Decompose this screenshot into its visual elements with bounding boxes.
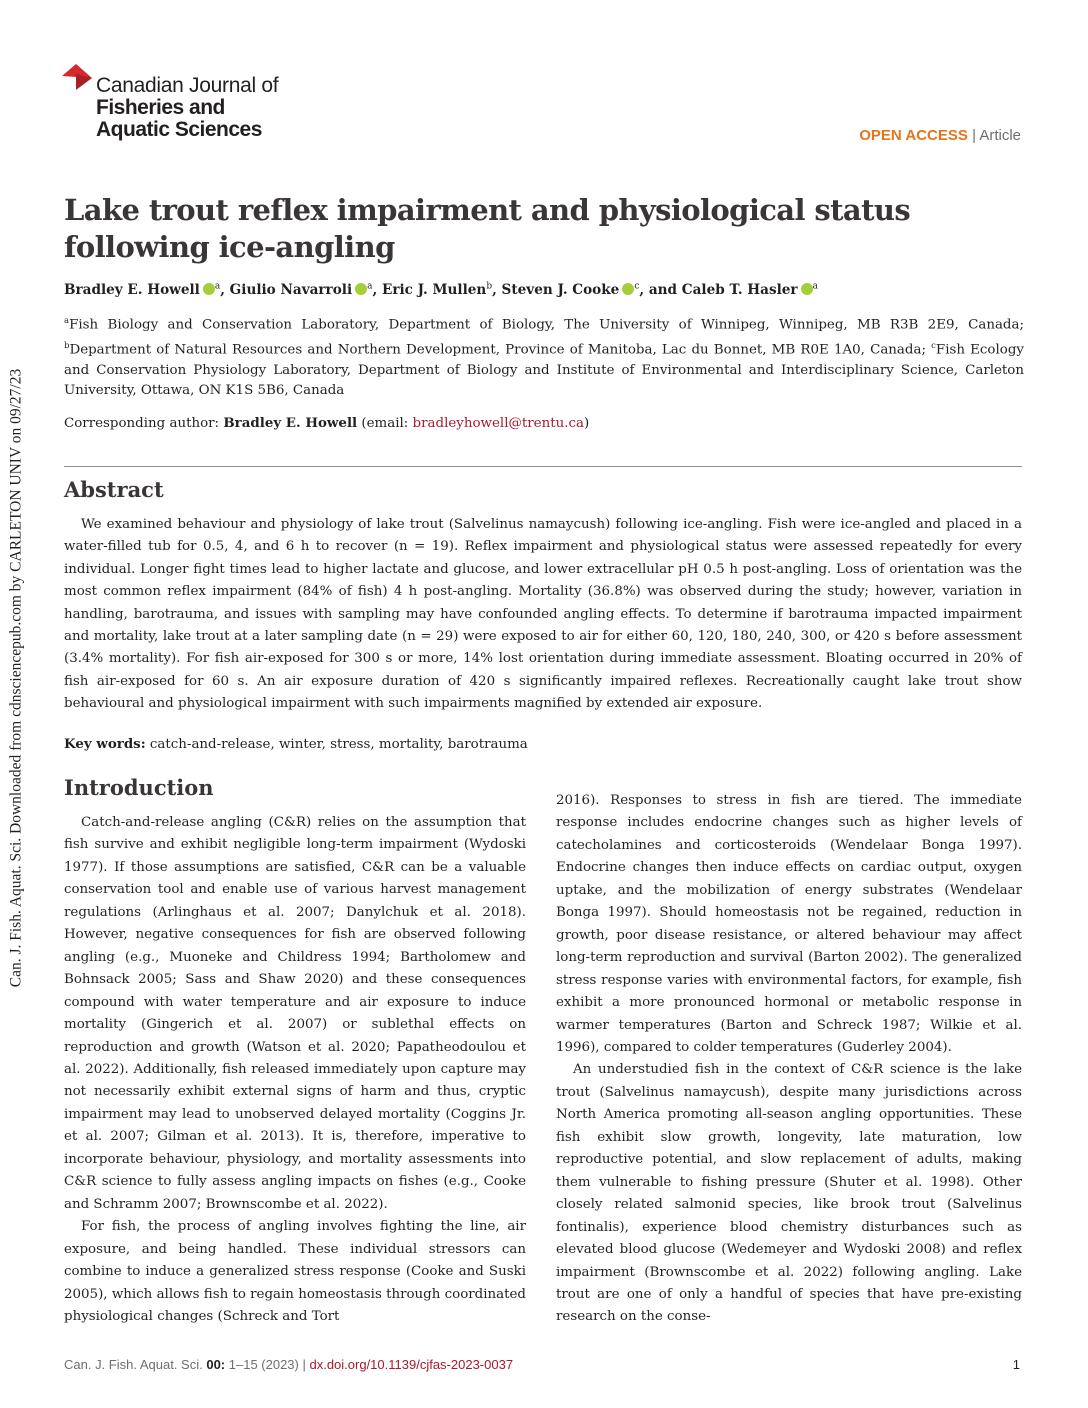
keywords-label: Key words: [64, 736, 146, 752]
affil-mark: c [931, 340, 936, 351]
body-paragraph: Catch-and-release angling (C&R) relies on the assumption that fish survive and exhibit negligible long-term impairment (Wydoski 1977). If those assumptions are satisfied, C&R can be a valuable conservation tool and enable use of various harvest management regulations (Arlinghaus et al. 2007; Danylchuk et al. 2018). However, negative consequences for fish are observed following angling (e.g., Muoneke and Childress 1994; Bartholomew and Bohnsack 2005; Sass and Shaw 2020) and these consequences compound with water temperature and air exposure to induce mortality (Gingerich et al. 2007) or sublethal effects on reproduction and growth (Watson et al. 2020; Papatheodoulou et al. 2022). Additionally, fish released immediately upon capture may not necessarily exhibit external signs of harm and thus, cryptic impairment may lead to unobserved delayed mortality (Coggins Jr. et al. 2007; Gilman et al. 2013). It is, therefore, imperative to incorporate behaviour, physiology, and mortality assessments into C&R science to fully assess angling impacts on fishes (e.g., Cooke and Schramm 2007; Brownscombe et al. 2022). [64, 815, 526, 1212]
author-name: Eric J. Mullen [381, 281, 487, 298]
affiliations [64, 311, 1024, 402]
affil-mark: b [64, 340, 70, 351]
corresponding-name: Bradley E. Howell [223, 415, 358, 431]
journal-logo-icon [62, 62, 96, 102]
author-affil-mark: b [486, 281, 493, 291]
footer-citation [64, 1357, 299, 1372]
introduction-heading: Introduction [64, 775, 214, 800]
author-affil-mark: a [812, 281, 818, 291]
author-separator: , [372, 281, 378, 298]
author-affil-mark: a [214, 281, 221, 291]
journal-logo-line2: Fisheries and [96, 96, 225, 119]
abstract-text: We examined behaviour and physiology of lake trout (Salvelinus namaycush) following ice-angling. Fish were ice-angled and placed in a water-filled tub for 0.5, 4, and 6 h to recover (n = 19). Reflex impairment and physiological status were assessed repeatedly for every individual. Longer fight times lead to higher lactate and glucose, and lower extracellular pH 0.5 h post-angling. Loss of orientation was the most common reflex impairment (84% of fish) 4 h post-angling. Mortality (36.8%) was observed during the study; however, variation in handling, barotrauma, and issues with sampling may have confounded angling effects. To determine if barotrauma impacted impairment and mortality, lake trout at a later sampling date (n = 29) were exposed to air for either 60, 120, 180, 240, 300, or 420 s before assessment (3.4% mortality). For fish air-exposed for 300 s or more, 14% lost orientation during immediate assessment. Bloating occurred in 20% of fish air-exposed for 60 s. An air exposure duration of 420 s significantly impaired reflexes. Recreationally caught lake trout show behavioural and physiological impairment with such impairments magnified by extended air exposure. [64, 517, 1022, 712]
author-list [64, 281, 1024, 298]
author-item[interactable] [382, 282, 497, 298]
corresponding-label: Corresponding author: [64, 416, 224, 431]
journal-logo-line1: Canadian Journal of [96, 74, 279, 97]
author-item[interactable] [64, 282, 225, 298]
article-title: Lake trout reflex impairment and physiological status following ice-angling [64, 193, 911, 264]
page-number: 1 [1012, 1357, 1020, 1372]
keywords [64, 736, 1022, 752]
author-item[interactable] [682, 282, 818, 298]
footer-journal: Can. J. Fish. Aquat. Sci. [64, 1357, 203, 1372]
affiliation-text: Fish Ecology and Conservation Physiology Laboratory, Department of Biology and Institute of Environmental and Interdisciplinary Science, Carleton University, Ottawa, ON K1S 5B6, Canada [64, 342, 1024, 399]
orcid-icon[interactable] [355, 283, 367, 295]
body-paragraph: 2016). Responses to stress in fish are tiered. The immediate response includes endocrine changes such as higher levels of catecholamines and corticosteroids (Wendelaar Bonga 1997). Endocrine changes then induce effects on cardiac output, oxygen uptake, and the mobilization of energy substrates (Wendelaar Bonga 1997). Should homeostasis not be regained, reduction in growth, poor disease resistance, or altered behaviour may affect long-term reproduction and survival (Barton 2002). The generalized stress response varies with environmental factors, for example, fish exhibit a more pronounced hormonal or metabolic response in warmer temperatures (Barton and Schreck 1987; Wilkie et al. 1996), compared to colder temperatures (Guderley 2004). [556, 793, 1022, 1055]
author-separator: , [220, 281, 225, 298]
header-divider [64, 466, 1022, 467]
affiliation-text: Fish Biology and Conservation Laboratory, Department of Biology, The University of Winnipeg, Winnipeg, MB R3B 2E9, Canada; [69, 317, 1024, 333]
article-type-label: Article [979, 127, 1021, 144]
author-separator: , and [639, 281, 678, 298]
author-name: Bradley E. Howell [64, 281, 200, 298]
badge-separator: | [972, 127, 976, 144]
body-paragraph: For fish, the process of angling involves fighting the line, air exposure, and being handled. These individual stressors can combine to induce a generalized stress response (Cooke and Suski 2005), which allows fish to regain homeostasis through coordinated physiological changes (Schreck and Tort [64, 1219, 526, 1324]
page-footer [64, 1357, 1022, 1372]
footer-volume: 00: [202, 1357, 226, 1372]
author-name: Steven J. Cooke [501, 281, 620, 298]
author-name: Caleb T. Hasler [681, 281, 798, 298]
download-watermark-text: Can. J. Fish. Aquat. Sci. Downloaded from cdnsciencepub.com by CARLETON UNIV on 09/27/23 [7, 368, 25, 988]
author-item[interactable] [502, 282, 678, 298]
author-name: Giulio Navarroli [229, 281, 353, 298]
body-paragraph: An understudied fish in the context of C&R science is the lake trout (Salvelinus namaycush), despite many jurisdictions across North America promoting all-season angling opportunities. These fish exhibit slow growth, longevity, late maturation, low reproductive potential, and slow replacement of adults, making them vulnerable to fishing pressure (Shuter et al. 1998). Other closely related salmonid species, like brook trout (Salvelinus fontinalis), experience blood chemistry disturbances such as elevated blood glucose (Wedemeyer and Wydoski 2008) and reflex impairment (Brownscombe et al. 2022) following angling. Lake trout are one of only a handful of species that have pre-existing research on the conse- [556, 1062, 1022, 1325]
article-type-badge [859, 127, 1021, 144]
doi-link[interactable]: dx.doi.org/10.1139/cjfas-2023-0037 [309, 1357, 514, 1372]
body-column-left [64, 812, 526, 1328]
author-affil-mark: a [367, 281, 373, 291]
orcid-icon[interactable] [622, 283, 634, 295]
email-link[interactable]: bradleyhowell@trentu.ca [412, 416, 584, 431]
abstract-heading: Abstract [64, 477, 164, 502]
orcid-icon[interactable] [203, 283, 215, 295]
journal-logo[interactable] [62, 62, 302, 142]
email-close: ) [583, 416, 590, 431]
keywords-text: catch-and-release, winter, stress, mortality, barotrauma [145, 737, 528, 752]
affiliation-text: Department of Natural Resources and Northern Development, Province of Manitoba, Lac du Bonnet, MB R0E 1A0, Canada; [69, 342, 926, 358]
orcid-icon[interactable] [801, 283, 813, 295]
author-item[interactable] [230, 282, 378, 298]
footer-separator: | [298, 1357, 310, 1372]
email-label: (email: [357, 416, 413, 431]
author-affil-mark: c [634, 281, 640, 291]
body-column-right [556, 790, 1022, 1329]
open-access-label[interactable]: OPEN ACCESS [859, 127, 968, 144]
corresponding-author [64, 415, 1024, 431]
author-separator: , [492, 281, 497, 298]
journal-logo-line3: Aquatic Sciences [96, 118, 262, 141]
footer-pages: 1–15 (2023) [225, 1357, 299, 1372]
affil-mark: a [64, 316, 70, 326]
download-watermark [2, 348, 30, 1008]
